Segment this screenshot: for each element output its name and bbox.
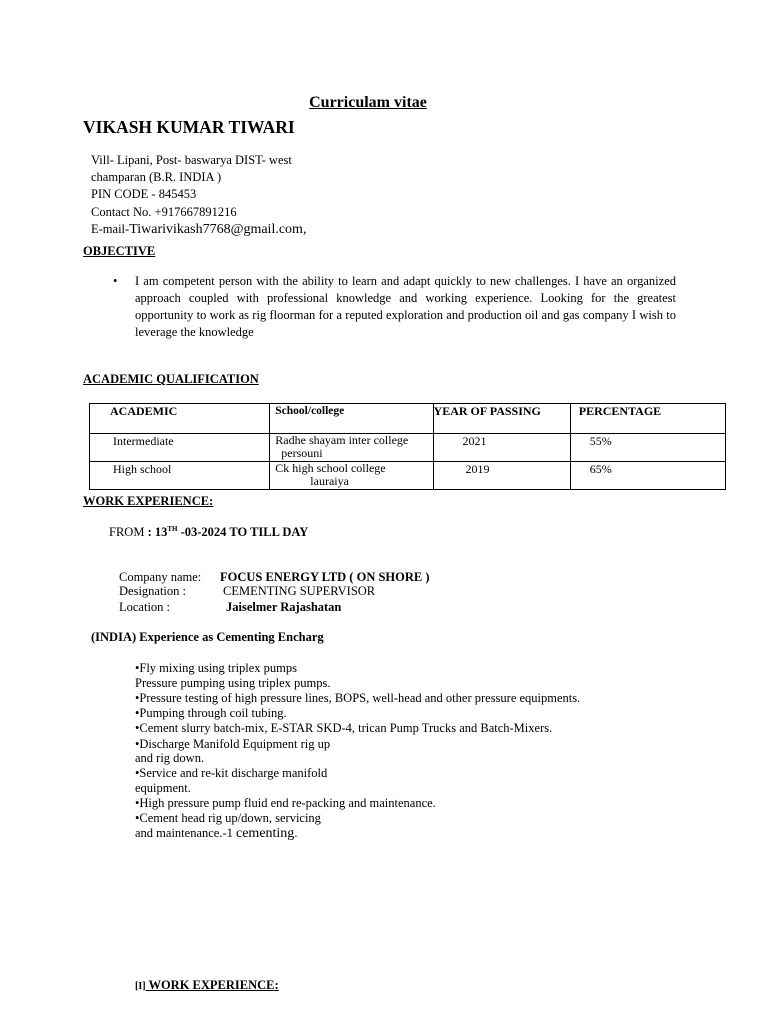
duty-item: •Pressure testing of high pressure lines, BOPS, well-head and other pressure equipments. xyxy=(135,691,581,705)
table-cell: 2019 xyxy=(433,462,570,490)
date-suffix: TH xyxy=(167,525,178,533)
from-date-end: -03-2024 TO TILL DAY xyxy=(177,525,309,540)
duty-item-continued xyxy=(135,826,297,842)
table-cell: 2021 xyxy=(433,434,570,462)
address-line-2: champaran (B.R. INDIA ) xyxy=(91,170,222,184)
experience-heading: (INDIA) Experience as Cementing Encharg xyxy=(91,630,324,644)
table-cell: Ck high school college lauraiya xyxy=(270,462,433,490)
objective-heading: OBJECTIVE xyxy=(83,244,156,258)
email-value: Tiwarivikash7768@gmail.com xyxy=(129,222,303,237)
work-experience-heading: WORK EXPERIENCE: xyxy=(83,494,214,508)
duty-item: •Service and re-kit discharge manifold xyxy=(135,766,328,780)
table-header-row xyxy=(90,404,726,434)
company-label: Company name: xyxy=(119,570,202,584)
company-value: FOCUS ENERGY LTD ( ON SHORE ) xyxy=(220,570,430,584)
duty-text-large: cementing xyxy=(236,826,295,841)
duty-item: •Discharge Manifold Equipment rig up xyxy=(135,737,331,751)
duty-item: •Cement head rig up/down, servicing xyxy=(135,811,321,825)
duty-item: Pressure pumping using triplex pumps. xyxy=(135,676,331,690)
table-header-cell: YEAR OF PASSING xyxy=(433,404,570,434)
cv-title: Curriculam vitae xyxy=(309,94,427,111)
contact-number: Contact No. +917667891216 xyxy=(91,205,237,219)
duty-item-continued: and rig down. xyxy=(135,751,205,765)
table-cell: High school xyxy=(90,462,270,490)
table-cell: Intermediate xyxy=(90,434,270,462)
bullet-icon: • xyxy=(113,274,118,288)
academic-heading: ACADEMIC QUALIFICATION xyxy=(83,372,259,386)
designation-value: CEMENTING SUPERVISOR xyxy=(223,584,376,598)
duty-item: •Fly mixing using triplex pumps xyxy=(135,661,298,675)
location-value: Jaiselmer Rajashatan xyxy=(226,600,342,614)
table-cell: 65% xyxy=(570,462,725,490)
academic-table xyxy=(89,403,726,490)
duty-item-continued: equipment. xyxy=(135,781,191,795)
candidate-name: VIKASH KUMAR TIWARI xyxy=(83,117,295,137)
address-line-1: Vill- Lipani, Post- baswarya DIST- west xyxy=(91,153,292,167)
section-number: [I] xyxy=(135,981,146,992)
section-title: WORK EXPERIENCE: xyxy=(145,978,279,992)
email-label: E-mail- xyxy=(91,222,130,236)
from-date-line xyxy=(109,525,308,540)
from-label: FROM xyxy=(109,525,148,540)
duty-text-end: . xyxy=(294,826,298,840)
table-cell: 55% xyxy=(570,434,725,462)
table-row xyxy=(90,462,726,490)
table-header-cell: PERCENTAGE xyxy=(570,404,725,434)
duty-item: •Cement slurry batch-mix, E-STAR SKD-4, trican Pump Trucks and Batch-Mixers. xyxy=(135,721,553,735)
designation-label: Designation : xyxy=(119,584,187,598)
table-row xyxy=(90,434,726,462)
duty-text: and maintenance.-1 xyxy=(135,826,236,840)
email-line xyxy=(91,222,306,238)
table-cell: Radhe shayam inter college persouni xyxy=(270,434,433,462)
work-experience-2-heading xyxy=(135,978,279,993)
objective-text: I am competent person with the ability to learn and adapt quickly to new challenges. I have an organized approach coupled with professional knowledge and working experience. Looking for the greatest opportunity to work as rig floorman for a reputed exploration and production oil and gas company I wish to leverage the knowledge xyxy=(135,274,676,339)
from-date-start: : 13 xyxy=(147,525,168,540)
duty-item: •Pumping through coil tubing. xyxy=(135,706,287,720)
table-header-cell: School/college xyxy=(270,404,433,434)
location-label: Location : xyxy=(119,600,171,614)
table-header-cell: ACADEMIC xyxy=(90,404,270,434)
duty-item: •High pressure pump fluid end re-packing and maintenance. xyxy=(135,796,436,810)
email-suffix: , xyxy=(302,222,307,237)
pin-code: PIN CODE - 845453 xyxy=(91,187,197,201)
